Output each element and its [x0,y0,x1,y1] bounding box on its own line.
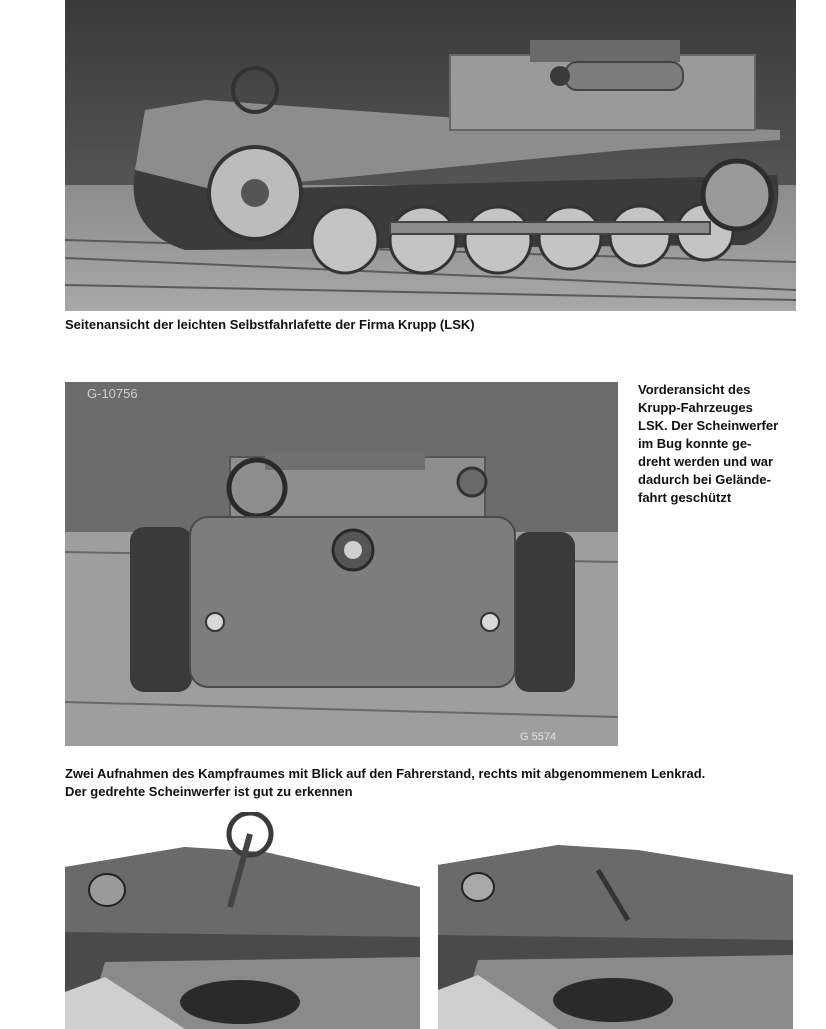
left-track [130,527,192,692]
caption-front-view: Vorderansicht des Krupp-Fahrzeuges LSK. Der Scheinwerfer im Bug konnte ge- dreht werden und war dadurch bei Gelände- fahrt geschützt [638,382,779,505]
interior-right-drawing [438,845,793,1029]
caption-side-view: Seitenansicht der leichten Selbstfahrlafette der Firma Krupp (LSK) [65,317,475,332]
rear-headlight [458,468,486,496]
right-track [515,532,575,692]
radiator-grille [265,452,425,470]
tow-hook-left [206,613,224,631]
photo-interior-left [65,812,420,1029]
photo-side-view [65,0,796,311]
suspension-beam [390,222,710,234]
photo-interior-right [438,845,793,1029]
side-view-drawing [65,0,796,311]
turned-headlight [89,874,125,906]
negative-number-bottom: G 5574 [520,731,557,743]
interior-left-drawing [65,812,420,1029]
floor-hatch [180,980,300,1024]
photo-front-view [65,382,618,746]
tow-hook-right [481,613,499,631]
negative-number-top: G-10756 [87,386,138,401]
front-view-drawing [65,382,618,746]
floor-hatch [553,978,673,1022]
turned-headlight [462,873,494,901]
caption-interior-views: Zwei Aufnahmen des Kampfraumes mit Blick auf den Fahrerstand, rechts mit abgenommenem Lenkrad. Der gedrehte Scheinwerfer ist gut zu erkennen [65,766,706,799]
